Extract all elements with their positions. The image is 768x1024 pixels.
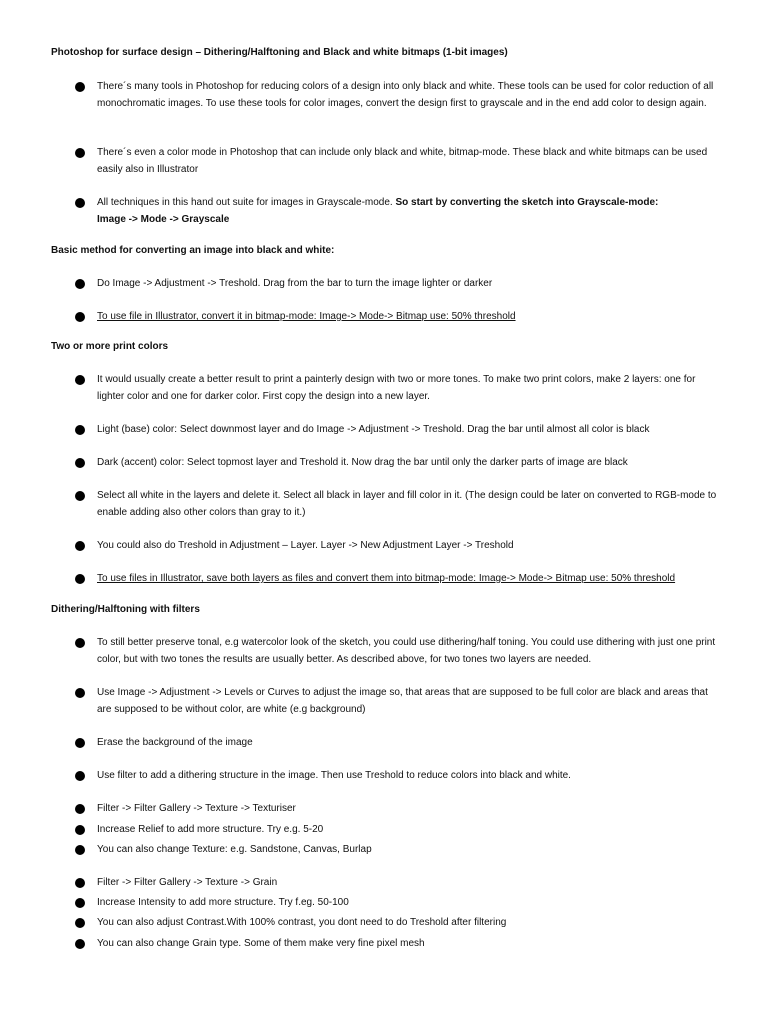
bullet-icon: [75, 375, 85, 385]
dithering-item-4: Use filter to add a dithering structure in the image. Then use Treshold to reduce colors into black and white.: [97, 770, 571, 781]
page-title: Photoshop for surface design – Dithering/Halftoning and Black and white bitmaps (1-bit images): [51, 47, 508, 58]
two-colors-item-2: Light (base) color: Select downmost layer and do Image -> Adjustment -> Treshold. Drag the bar until almost all color is black: [97, 424, 650, 435]
two-colors-item-5: You could also do Treshold in Adjustment – Layer. Layer -> New Adjustment Layer -> Treshold: [97, 540, 514, 551]
bullet-icon: [75, 148, 85, 158]
intro-item-3-text: All techniques in this hand out suite for images in Grayscale-mode.: [97, 197, 396, 208]
intro-item-3-path: Image -> Mode -> Grayscale: [97, 213, 230, 225]
section-heading-basic: Basic method for converting an image into black and white:: [51, 245, 335, 256]
dithering-item-1: To still better preserve tonal, e.g watercolor look of the sketch, you could use dithering/half toning. You could use dithering with just one print color, but with two tones the results are usually better. As described above, for two tones two layers are needed.: [97, 637, 716, 665]
dithering-item-6: Increase Relief to add more structure. Try e.g. 5-20: [97, 824, 324, 835]
bullet-icon: [75, 688, 85, 698]
bullet-icon: [75, 541, 85, 551]
bullet-icon: [75, 198, 85, 208]
bullet-icon: [75, 82, 85, 92]
bullet-icon: [75, 918, 85, 928]
intro-item-3-bold: So start by converting the sketch into Grayscale-mode:: [395, 197, 659, 208]
basic-item-2: To use file in Illustrator, convert it in bitmap-mode: Image-> Mode-> Bitmap use: 50% threshold: [97, 311, 516, 322]
dithering-item-11: You can also change Grain type. Some of them make very fine pixel mesh: [97, 938, 425, 949]
intro-item-2: There´s even a color mode in Photoshop that can include only black and white, bitmap-mode. These black and white bitmaps can be used easily also in Illustrator: [97, 147, 708, 175]
bullet-icon: [75, 825, 85, 835]
basic-item-1: Do Image -> Adjustment -> Treshold. Drag from the bar to turn the image lighter or darker: [97, 278, 493, 289]
bullet-icon: [75, 491, 85, 501]
intro-item-1: There´s many tools in Photoshop for reducing colors of a design into only black and white. These tools can be used for color reduction of all monochromatic images. To use these tools for color images, convert the design first to grayscale and in the end add color to design again.: [97, 81, 714, 109]
two-colors-item-1: It would usually create a better result to print a painterly design with two or more tones. To make two print colors, make 2 layers: one for lighter color and one for darker color. First copy the design into a new layer.: [97, 374, 696, 402]
dithering-item-8: Filter -> Filter Gallery -> Texture -> Grain: [97, 877, 278, 888]
bullet-icon: [75, 845, 85, 855]
section-heading-two-colors: Two or more print colors: [51, 341, 169, 352]
bullet-icon: [75, 425, 85, 435]
dithering-item-10: You can also adjust Contrast.With 100% contrast, you dont need to do Treshold after filtering: [97, 917, 507, 928]
two-colors-item-6: To use files in Illustrator, save both layers as files and convert them into bitmap-mode: Image-> Mode-> Bitmap use: 50% threshold: [97, 573, 676, 584]
bullet-icon: [75, 939, 85, 949]
intro-item-3: [97, 195, 722, 228]
dithering-item-7: You can also change Texture: e.g. Sandstone, Canvas, Burlap: [97, 844, 372, 855]
dithering-item-3: Erase the background of the image: [97, 737, 253, 748]
dithering-item-2: Use Image -> Adjustment -> Levels or Curves to adjust the image so, that areas that are supposed to be full color are black and areas that are supposed to be without color, are white (e.g background): [97, 687, 708, 715]
dithering-item-9: Increase Intensity to add more structure. Try f.eg. 50-100: [97, 897, 349, 908]
bullet-icon: [75, 898, 85, 908]
dithering-item-5: Filter -> Filter Gallery -> Texture -> Texturiser: [97, 803, 296, 814]
bullet-icon: [75, 312, 85, 322]
bullet-icon: [75, 771, 85, 781]
two-colors-item-3: Dark (accent) color: Select topmost layer and Treshold it. Now drag the bar until only the darker parts of image are black: [97, 457, 628, 468]
bullet-icon: [75, 279, 85, 289]
bullet-icon: [75, 574, 85, 584]
bullet-icon: [75, 458, 85, 468]
bullet-icon: [75, 638, 85, 648]
bullet-icon: [75, 804, 85, 814]
bullet-icon: [75, 878, 85, 888]
bullet-icon: [75, 738, 85, 748]
two-colors-item-4: Select all white in the layers and delete it. Select all black in layer and fill color in it. (The design could be later on converted to RGB-mode to enable adding also other colors than gray to it.): [97, 490, 717, 518]
section-heading-dithering: Dithering/Halftoning with filters: [51, 604, 200, 615]
